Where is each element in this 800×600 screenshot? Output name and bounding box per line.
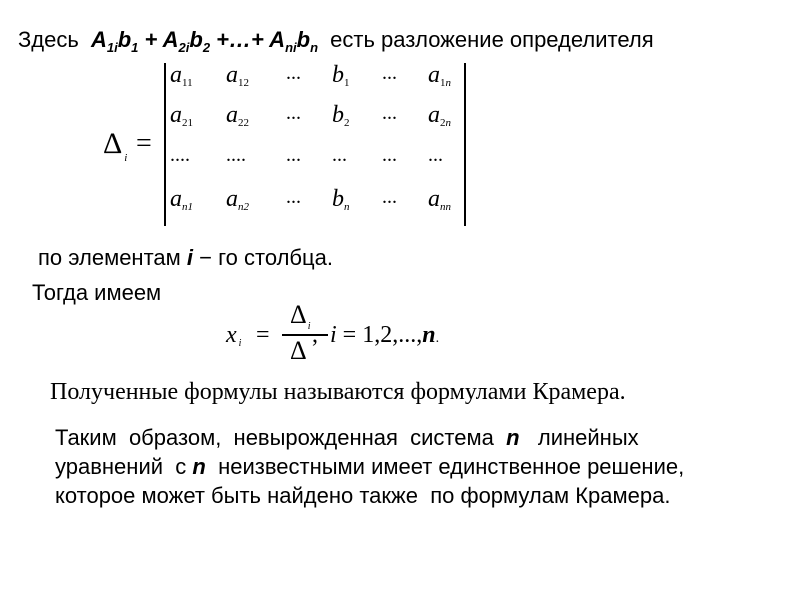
matrix-cell bbox=[382, 102, 397, 125]
paragraph-line-1-a: Таким образом, невырожденная система bbox=[55, 425, 494, 450]
matrix-cell bbox=[226, 186, 249, 213]
matrix-cell bbox=[286, 144, 301, 167]
paragraph-line-1 bbox=[55, 423, 755, 452]
determinant-label bbox=[103, 127, 128, 164]
matrix-cell-index: 12 bbox=[238, 77, 249, 89]
matrix-cell-symbol: a bbox=[170, 186, 182, 212]
matrix-cell bbox=[382, 144, 397, 167]
matrix-cell-index: n bbox=[445, 117, 451, 129]
determinant-left-bar bbox=[164, 63, 166, 226]
matrix-cell bbox=[382, 62, 397, 85]
intro-term-b1: b bbox=[117, 27, 132, 52]
matrix-cell-symbol: b bbox=[332, 102, 344, 128]
paragraph-line-1-b: линейных bbox=[537, 425, 639, 450]
formula-n: n bbox=[422, 322, 436, 348]
intro-term-bn-sub: n bbox=[310, 40, 319, 55]
formula-period: . bbox=[435, 331, 440, 346]
delta-subscript: i bbox=[124, 152, 128, 164]
matrix-cell bbox=[286, 62, 301, 85]
matrix-cell-symbol: a bbox=[226, 102, 238, 128]
matrix-cell bbox=[428, 102, 451, 129]
matrix-cell bbox=[332, 144, 347, 167]
matrix-cell-symbol: b bbox=[332, 186, 344, 212]
formula-numerator bbox=[290, 300, 310, 330]
matrix-cell-symbol: ... bbox=[382, 102, 397, 124]
intro-term-a1: A bbox=[90, 27, 107, 52]
matrix-cell-index: 2 bbox=[440, 117, 446, 129]
intro-prefix: Здесь bbox=[18, 27, 79, 52]
matrix-cell bbox=[428, 186, 451, 213]
column-expansion-line bbox=[38, 245, 333, 271]
matrix-cell-symbol: ... bbox=[382, 62, 397, 84]
formula-numerator-delta: Δ bbox=[290, 300, 307, 329]
formula-denominator: Δ bbox=[290, 336, 307, 365]
paragraph-line-2-b: неизвестными имеет единственное решение, bbox=[218, 454, 685, 479]
determinant-matrix bbox=[170, 62, 462, 226]
paragraph-line-3: которое может быть найдено также по формулам Крамера. bbox=[55, 483, 671, 508]
matrix-cell bbox=[226, 62, 249, 89]
determinant-equals: = bbox=[136, 128, 152, 159]
intro-term-a2: A bbox=[162, 27, 179, 52]
matrix-cell-index: 1 bbox=[344, 77, 350, 89]
paragraph-line-2-a: уравнений с bbox=[55, 454, 187, 479]
then-we-have-line: Тогда имеем bbox=[32, 280, 162, 305]
matrix-cell bbox=[428, 144, 443, 167]
matrix-cell bbox=[428, 62, 451, 89]
formula-x-var: x bbox=[226, 322, 237, 348]
matrix-cell bbox=[170, 144, 190, 167]
intro-plus-2: +…+ bbox=[210, 27, 270, 52]
cramer-formula bbox=[226, 300, 486, 370]
intro-term-an: A bbox=[269, 27, 286, 52]
matrix-cell-symbol: a bbox=[170, 62, 182, 88]
matrix-cell bbox=[226, 102, 249, 129]
intro-term-b2: b bbox=[189, 27, 203, 52]
determinant-right-bar bbox=[464, 63, 466, 226]
intro-term-a1-sub: 1i bbox=[106, 40, 118, 55]
intro-expression bbox=[90, 27, 324, 55]
column-expansion-after: − го столбца. bbox=[199, 245, 333, 270]
matrix-cell bbox=[170, 186, 193, 213]
intro-term-a2-sub: 2i bbox=[178, 40, 190, 55]
intro-plus-1: + bbox=[138, 27, 163, 52]
column-expansion-before: по элементам bbox=[38, 245, 181, 270]
formula-comma: , bbox=[312, 322, 318, 348]
matrix-cell-symbol: b bbox=[332, 62, 344, 88]
matrix-cell-symbol: a bbox=[428, 102, 440, 128]
matrix-cell bbox=[170, 102, 193, 129]
matrix-cell-symbol: ... bbox=[286, 186, 301, 208]
delta-symbol: Δ bbox=[103, 127, 123, 160]
intro-term-b1-sub: 1 bbox=[131, 40, 139, 55]
matrix-cell-symbol: a bbox=[170, 102, 182, 128]
matrix-cell-index: n2 bbox=[238, 201, 249, 213]
paragraph-line-2 bbox=[55, 452, 755, 481]
matrix-cell-index: 1 bbox=[440, 77, 446, 89]
matrix-cell-symbol: ... bbox=[286, 102, 301, 124]
column-index-var: i bbox=[186, 245, 194, 270]
paragraph-line-1-n: n bbox=[506, 425, 520, 450]
intro-suffix: есть разложение определителя bbox=[330, 27, 654, 52]
matrix-cell bbox=[226, 144, 246, 167]
intro-term-b2-sub: 2 bbox=[202, 40, 211, 55]
matrix-cell-symbol: a bbox=[428, 186, 440, 212]
matrix-cell-symbol: a bbox=[428, 62, 440, 88]
matrix-cell bbox=[332, 62, 350, 89]
intro-term-an-sub: ni bbox=[285, 40, 297, 55]
matrix-cell-symbol: ... bbox=[382, 186, 397, 208]
matrix-cell-index: 11 bbox=[182, 77, 193, 89]
matrix-cell-index: n1 bbox=[182, 201, 193, 213]
matrix-cell-symbol: .... bbox=[226, 144, 246, 166]
formula-numerator-sub: i bbox=[307, 321, 311, 332]
formula-index-range bbox=[312, 322, 439, 349]
matrix-cell-symbol: ... bbox=[286, 144, 301, 166]
formula-range: = 1,2,..., bbox=[336, 322, 423, 348]
matrix-cell-index: nn bbox=[440, 201, 451, 213]
matrix-cell-symbol: ... bbox=[382, 144, 397, 166]
formula-index-i: i bbox=[330, 322, 337, 348]
matrix-cell bbox=[286, 186, 301, 209]
paragraph-line-2-n: n bbox=[192, 454, 206, 479]
matrix-cell bbox=[286, 102, 301, 125]
formula-x bbox=[226, 322, 242, 349]
matrix-cell-index: 2 bbox=[344, 117, 350, 129]
matrix-cell-symbol: a bbox=[226, 186, 238, 212]
matrix-cell bbox=[382, 186, 397, 209]
matrix-cell-symbol: .... bbox=[170, 144, 190, 166]
cramer-formulas-statement: Полученные формулы называются формулами Крамера. bbox=[50, 379, 626, 405]
intro-term-bn: b bbox=[296, 27, 311, 52]
matrix-cell bbox=[332, 186, 350, 213]
matrix-cell-symbol: ... bbox=[286, 62, 301, 84]
matrix-cell-index: 22 bbox=[238, 117, 249, 129]
matrix-cell bbox=[332, 102, 350, 129]
matrix-cell-index: n bbox=[344, 201, 350, 213]
matrix-cell-symbol: ... bbox=[428, 144, 443, 166]
intro-line bbox=[18, 27, 654, 53]
formula-x-sub: i bbox=[238, 338, 242, 349]
matrix-cell-symbol: a bbox=[226, 62, 238, 88]
conclusion-paragraph bbox=[55, 423, 755, 510]
matrix-cell bbox=[170, 62, 193, 89]
matrix-cell-index: 21 bbox=[182, 117, 193, 129]
matrix-cell-index: n bbox=[445, 77, 451, 89]
formula-equals: = bbox=[256, 322, 270, 348]
matrix-cell-symbol: ... bbox=[332, 144, 347, 166]
